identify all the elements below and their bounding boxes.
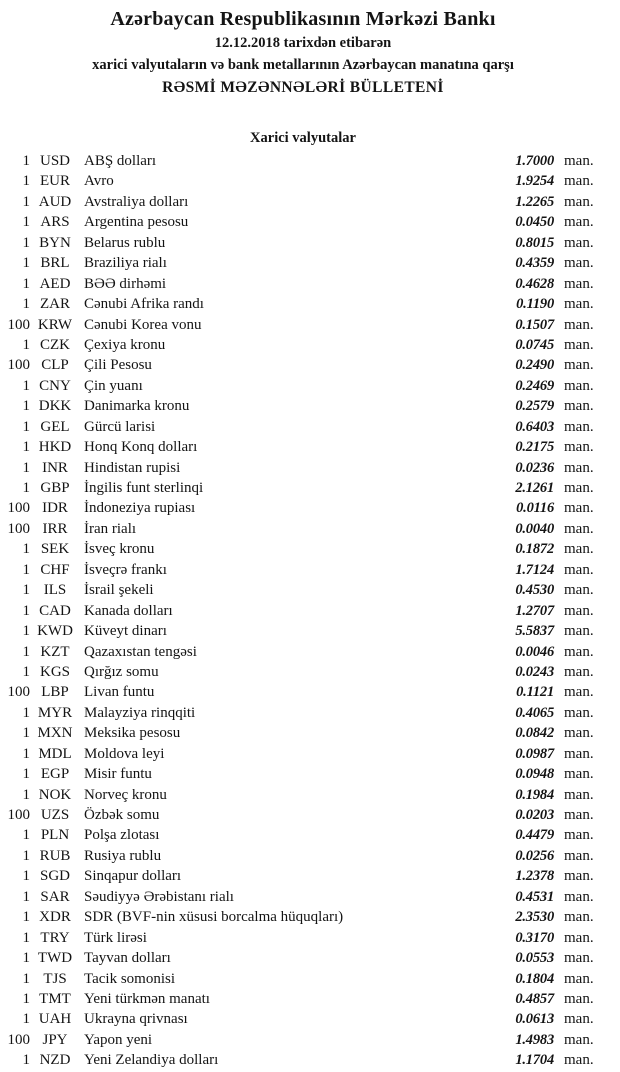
currency-code: ZAR <box>40 296 70 313</box>
currency-code: KZT <box>40 643 70 660</box>
manat-unit-label: man. <box>564 541 594 558</box>
currency-row <box>0 580 606 600</box>
manat-unit-label: man. <box>564 602 594 619</box>
manat-unit-label: man. <box>564 234 594 251</box>
currency-name: Tacik somonisi <box>84 970 176 987</box>
unit-quantity: 1 <box>22 990 30 1007</box>
unit-quantity: 100 <box>7 357 30 374</box>
currency-name: İran rialı <box>84 520 137 537</box>
currency-name: BƏƏ dirhəmi <box>84 275 167 292</box>
currency-code: MXN <box>37 725 73 742</box>
unit-quantity: 1 <box>22 766 30 783</box>
currency-row <box>0 969 606 989</box>
currency-row <box>0 519 606 539</box>
currency-name: Belarus rublu <box>84 234 166 251</box>
currency-code: CZK <box>40 336 70 353</box>
currency-row <box>0 846 606 866</box>
unit-quantity: 100 <box>7 316 30 333</box>
exchange-rate: 0.4857 <box>515 990 554 1007</box>
currency-name: Kanada dolları <box>84 602 173 619</box>
currency-name: Honq Konq dolları <box>84 439 198 456</box>
manat-unit-label: man. <box>564 807 594 823</box>
currency-name: Rusiya rublu <box>84 847 162 864</box>
currency-name: Norveç kronu <box>84 786 167 803</box>
currency-name: Özbək somu <box>84 807 160 823</box>
currency-code: SEK <box>40 541 70 558</box>
currency-code: ARS <box>40 214 70 231</box>
currency-name: ABŞ dolları <box>84 153 157 169</box>
exchange-rate: 0.1984 <box>515 786 554 803</box>
subject-line: xarici valyutaların və bank metallarının Azərbaycan manatına qarşı <box>92 57 514 73</box>
currency-name: Misir funtu <box>84 766 152 783</box>
currency-code: EGP <box>40 766 70 783</box>
currency-row <box>0 458 606 478</box>
unit-quantity: 100 <box>7 807 30 823</box>
currency-row <box>0 437 606 457</box>
currency-code: IDR <box>42 500 68 517</box>
manat-unit-label: man. <box>564 1031 594 1048</box>
currency-name: İsveçrə frankı <box>84 561 167 578</box>
currency-row <box>0 703 606 723</box>
currency-code: UAH <box>38 1011 72 1028</box>
manat-unit-label: man. <box>564 459 594 476</box>
unit-quantity: 1 <box>22 582 30 599</box>
unit-quantity: 1 <box>22 786 30 803</box>
currency-name: Livan funtu <box>84 684 155 701</box>
unit-quantity: 1 <box>22 459 30 476</box>
manat-unit-label: man. <box>564 684 594 701</box>
currency-row <box>0 805 606 825</box>
currency-row <box>0 417 606 437</box>
currency-name: İsrail şekeli <box>84 582 154 599</box>
currency-row <box>0 928 606 948</box>
unit-quantity: 1 <box>22 439 30 456</box>
exchange-rate: 0.0948 <box>515 766 554 783</box>
currency-row <box>0 682 606 702</box>
manat-unit-label: man. <box>564 480 594 496</box>
manat-unit-label: man. <box>564 153 594 169</box>
unit-quantity: 1 <box>22 480 30 496</box>
currency-row <box>0 866 606 886</box>
manat-unit-label: man. <box>564 827 594 844</box>
currency-code: BYN <box>39 234 71 251</box>
exchange-rate: 0.1190 <box>516 296 554 313</box>
exchange-rate: 0.0046 <box>515 643 554 660</box>
currency-row <box>0 764 606 784</box>
currency-name: Malayziya rinqqiti <box>84 704 196 721</box>
exchange-rate: 0.4530 <box>515 582 554 599</box>
currency-name: İsveç kronu <box>84 541 155 558</box>
currency-name: Cənubi Afrika randı <box>84 296 204 313</box>
currency-name: Argentina pesosu <box>84 214 189 231</box>
currency-code: USD <box>39 153 70 169</box>
currency-code: CLP <box>41 357 69 374</box>
exchange-rate: 2.1261 <box>515 480 554 496</box>
currency-code: EUR <box>40 173 70 190</box>
manat-unit-label: man. <box>564 929 594 946</box>
currency-row <box>0 233 606 253</box>
currency-row <box>0 601 606 621</box>
exchange-rate: 0.2175 <box>515 439 554 456</box>
unit-quantity: 100 <box>7 520 30 537</box>
currency-name: Çexiya kronu <box>84 336 166 353</box>
currency-row <box>0 212 606 232</box>
currency-row <box>0 744 606 764</box>
currency-code: XDR <box>39 909 71 926</box>
exchange-rate: 1.9254 <box>515 173 554 190</box>
currency-name: Səudiyyə Ərəbistanı rialı <box>84 888 234 905</box>
manat-unit-label: man. <box>564 766 594 783</box>
unit-quantity: 1 <box>22 623 30 640</box>
currency-code: ILS <box>43 582 67 599</box>
exchange-rate: 0.0745 <box>515 336 554 353</box>
manat-unit-label: man. <box>564 1052 594 1069</box>
currency-code: PLN <box>40 827 70 844</box>
unit-quantity: 1 <box>22 909 30 926</box>
currency-row <box>0 192 606 212</box>
section-title-foreign-currencies: Xarici valyutalar <box>250 130 356 146</box>
bulletin-title: RƏSMİ MƏZƏNNƏLƏRİ BÜLLETENİ <box>162 79 444 96</box>
currency-code: SGD <box>39 868 70 885</box>
manat-unit-label: man. <box>564 847 594 864</box>
manat-unit-label: man. <box>564 909 594 926</box>
unit-quantity: 1 <box>22 847 30 864</box>
unit-quantity: 1 <box>22 173 30 190</box>
currency-name: Küveyt dinarı <box>84 623 167 640</box>
currency-code: RUB <box>39 847 71 864</box>
exchange-rate: 0.2579 <box>515 398 554 415</box>
unit-quantity: 1 <box>22 377 30 394</box>
manat-unit-label: man. <box>564 418 594 435</box>
currency-name: Qırğız somu <box>84 663 159 680</box>
unit-quantity: 1 <box>22 234 30 251</box>
currency-code: KGS <box>39 663 70 680</box>
exchange-rate: 0.0613 <box>515 1011 554 1028</box>
exchange-rate: 0.8015 <box>515 234 554 251</box>
currency-code: KRW <box>37 316 73 333</box>
unit-quantity: 1 <box>22 868 30 885</box>
currency-code: TWD <box>37 950 73 967</box>
currency-row <box>0 642 606 662</box>
currency-row <box>0 825 606 845</box>
currency-code: MYR <box>37 704 73 721</box>
currency-row <box>0 989 606 1009</box>
manat-unit-label: man. <box>564 173 594 190</box>
manat-unit-label: man. <box>564 786 594 803</box>
currency-name: Braziliya rialı <box>84 255 167 272</box>
manat-unit-label: man. <box>564 275 594 292</box>
effective-date-line: 12.12.2018 tarixdən etibarən <box>214 35 392 51</box>
currency-name: Tayvan dolları <box>84 950 171 967</box>
manat-unit-label: man. <box>564 520 594 537</box>
unit-quantity: 1 <box>22 255 30 272</box>
currency-name: Ukrayna qrivnası <box>84 1011 188 1028</box>
currency-row <box>0 948 606 968</box>
currency-row <box>0 151 606 171</box>
exchange-rate: 5.5837 <box>515 623 554 640</box>
currency-code: CAD <box>39 602 71 619</box>
exchange-rate: 0.4628 <box>515 275 554 292</box>
currency-name: Avro <box>84 173 114 190</box>
manat-unit-label: man. <box>564 663 594 680</box>
exchange-rate: 0.2469 <box>515 377 554 394</box>
unit-quantity: 1 <box>22 827 30 844</box>
currency-row <box>0 621 606 641</box>
currency-code: LBP <box>41 684 69 701</box>
currency-row <box>0 315 606 335</box>
unit-quantity: 1 <box>22 398 30 415</box>
bank-title: Azərbaycan Respublikasının Mərkəzi Bankı <box>110 8 496 30</box>
currency-code: GEL <box>40 418 70 435</box>
currency-row <box>0 1009 606 1029</box>
exchange-rate: 1.2707 <box>515 602 554 619</box>
manat-unit-label: man. <box>564 398 594 415</box>
currency-code: TJS <box>43 970 67 987</box>
unit-quantity: 1 <box>22 153 30 169</box>
unit-quantity: 100 <box>7 500 30 517</box>
currency-code: GBP <box>40 480 70 496</box>
exchange-rate: 0.0243 <box>515 663 554 680</box>
currency-row <box>0 560 606 580</box>
unit-quantity: 1 <box>22 929 30 946</box>
unit-quantity: 1 <box>22 725 30 742</box>
manat-unit-label: man. <box>564 745 594 762</box>
exchange-rate: 0.0203 <box>515 807 554 823</box>
exchange-rate: 1.7000 <box>515 153 554 169</box>
unit-quantity: 1 <box>22 1011 30 1028</box>
manat-unit-label: man. <box>564 377 594 394</box>
manat-unit-label: man. <box>564 214 594 231</box>
currency-code: SAR <box>40 888 70 905</box>
exchange-rate: 1.7124 <box>515 561 554 578</box>
manat-unit-label: man. <box>564 970 594 987</box>
exchange-rate: 0.0236 <box>515 459 554 476</box>
exchange-rate: 0.0553 <box>515 950 554 967</box>
exchange-rate: 1.4983 <box>515 1031 554 1048</box>
exchange-rate: 0.2490 <box>515 357 554 374</box>
manat-unit-label: man. <box>564 1011 594 1028</box>
currency-code: CHF <box>40 561 70 578</box>
currency-name: Sinqapur dolları <box>84 868 182 885</box>
unit-quantity: 1 <box>22 214 30 231</box>
currency-row <box>0 1030 606 1050</box>
currency-row <box>0 396 606 416</box>
manat-unit-label: man. <box>564 888 594 905</box>
currency-code: BRL <box>40 255 70 272</box>
unit-quantity: 1 <box>22 336 30 353</box>
unit-quantity: 100 <box>7 1031 30 1048</box>
manat-unit-label: man. <box>564 500 594 517</box>
currency-code: NOK <box>38 786 72 803</box>
bulletin-header <box>0 7 606 100</box>
currency-row <box>0 785 606 805</box>
exchange-rate: 0.0040 <box>515 520 554 537</box>
unit-quantity: 1 <box>22 1052 30 1069</box>
manat-unit-label: man. <box>564 950 594 967</box>
currency-code: TRY <box>40 929 70 946</box>
exchange-rate: 0.4479 <box>515 827 554 844</box>
currency-code: NZD <box>39 1052 71 1069</box>
currency-row <box>0 294 606 314</box>
rates-table <box>0 151 606 1071</box>
currency-name: Moldova leyi <box>84 745 165 762</box>
currency-name: Yapon yeni <box>84 1031 153 1048</box>
exchange-rate: 0.1507 <box>515 316 554 333</box>
currency-name: İndoneziya rupiası <box>84 500 196 517</box>
exchange-rate: 2.3530 <box>515 909 554 926</box>
currency-row <box>0 253 606 273</box>
currency-row <box>0 478 606 498</box>
currency-name: Cənubi Korea vonu <box>84 316 202 333</box>
manat-unit-label: man. <box>564 623 594 640</box>
manat-unit-label: man. <box>564 357 594 374</box>
currency-code: MDL <box>38 745 72 762</box>
exchange-rate: 1.2265 <box>515 193 554 210</box>
currency-name: Yeni Zelandiya dolları <box>84 1052 219 1069</box>
currency-row <box>0 376 606 396</box>
unit-quantity: 1 <box>22 950 30 967</box>
currency-row <box>0 274 606 294</box>
manat-unit-label: man. <box>564 336 594 353</box>
unit-quantity: 1 <box>22 602 30 619</box>
currency-code: IRR <box>42 520 68 537</box>
currency-row <box>0 907 606 927</box>
currency-row <box>0 1050 606 1070</box>
manat-unit-label: man. <box>564 561 594 578</box>
exchange-rate: 0.6403 <box>515 418 554 435</box>
unit-quantity: 1 <box>22 561 30 578</box>
unit-quantity: 1 <box>22 704 30 721</box>
manat-unit-label: man. <box>564 990 594 1007</box>
unit-quantity: 1 <box>22 888 30 905</box>
currency-row <box>0 662 606 682</box>
currency-code: INR <box>42 459 68 476</box>
manat-unit-label: man. <box>564 725 594 742</box>
manat-unit-label: man. <box>564 582 594 599</box>
manat-unit-label: man. <box>564 255 594 272</box>
currency-row <box>0 355 606 375</box>
manat-unit-label: man. <box>564 439 594 456</box>
exchange-rate: 1.2378 <box>515 868 554 885</box>
exchange-rate: 0.0256 <box>515 847 554 864</box>
currency-name: Qazaxıstan tengəsi <box>84 643 197 660</box>
manat-unit-label: man. <box>564 296 594 313</box>
exchange-rate: 0.1121 <box>516 684 554 701</box>
currency-name: SDR (BVF-nin xüsusi borcalma hüquqları) <box>84 909 344 926</box>
currency-code: UZS <box>40 807 70 823</box>
exchange-rate: 0.4531 <box>515 888 554 905</box>
unit-quantity: 1 <box>22 193 30 210</box>
currency-code: AUD <box>38 193 72 210</box>
unit-quantity: 100 <box>7 684 30 701</box>
exchange-rate: 0.1804 <box>515 970 554 987</box>
currency-row <box>0 539 606 559</box>
exchange-rate: 0.0987 <box>515 745 554 762</box>
currency-row <box>0 887 606 907</box>
unit-quantity: 1 <box>22 745 30 762</box>
currency-name: Çin yuanı <box>84 377 143 394</box>
currency-code: AED <box>39 275 71 292</box>
currency-code: CNY <box>39 377 71 394</box>
manat-unit-label: man. <box>564 868 594 885</box>
currency-name: Türk lirəsi <box>84 929 147 946</box>
manat-unit-label: man. <box>564 193 594 210</box>
currency-row <box>0 171 606 191</box>
currency-name: Polşa zlotası <box>84 827 160 844</box>
currency-row <box>0 498 606 518</box>
currency-name: Çili Pesosu <box>84 357 152 374</box>
manat-unit-label: man. <box>564 704 594 721</box>
exchange-rate: 0.1872 <box>515 541 554 558</box>
manat-unit-label: man. <box>564 643 594 660</box>
exchange-rate: 0.4065 <box>515 704 554 721</box>
currency-name: Yeni türkmən manatı <box>84 990 210 1007</box>
currency-code: HKD <box>38 439 72 456</box>
unit-quantity: 1 <box>22 541 30 558</box>
currency-name: Hindistan rupisi <box>84 459 181 476</box>
currency-name: Meksika pesosu <box>84 725 181 742</box>
manat-unit-label: man. <box>564 316 594 333</box>
exchange-rate: 0.0842 <box>515 725 554 742</box>
currency-code: KWD <box>37 623 73 640</box>
unit-quantity: 1 <box>22 275 30 292</box>
currency-row <box>0 335 606 355</box>
exchange-rate: 0.4359 <box>515 255 554 272</box>
unit-quantity: 1 <box>22 970 30 987</box>
currency-code: DKK <box>38 398 72 415</box>
currency-code: JPY <box>42 1031 68 1048</box>
unit-quantity: 1 <box>22 663 30 680</box>
exchange-rate: 0.0116 <box>516 500 554 517</box>
currency-name: Gürcü larisi <box>84 418 156 435</box>
currency-name: İngilis funt sterlinqi <box>84 480 204 496</box>
exchange-rate: 0.3170 <box>515 929 554 946</box>
unit-quantity: 1 <box>22 418 30 435</box>
exchange-rate: 1.1704 <box>515 1052 554 1069</box>
currency-row <box>0 723 606 743</box>
currency-name: Avstraliya dolları <box>84 193 189 210</box>
currency-code: TMT <box>39 990 71 1007</box>
exchange-rate: 0.0450 <box>515 214 554 231</box>
unit-quantity: 1 <box>22 296 30 313</box>
currency-name: Danimarka kronu <box>84 398 190 415</box>
unit-quantity: 1 <box>22 643 30 660</box>
